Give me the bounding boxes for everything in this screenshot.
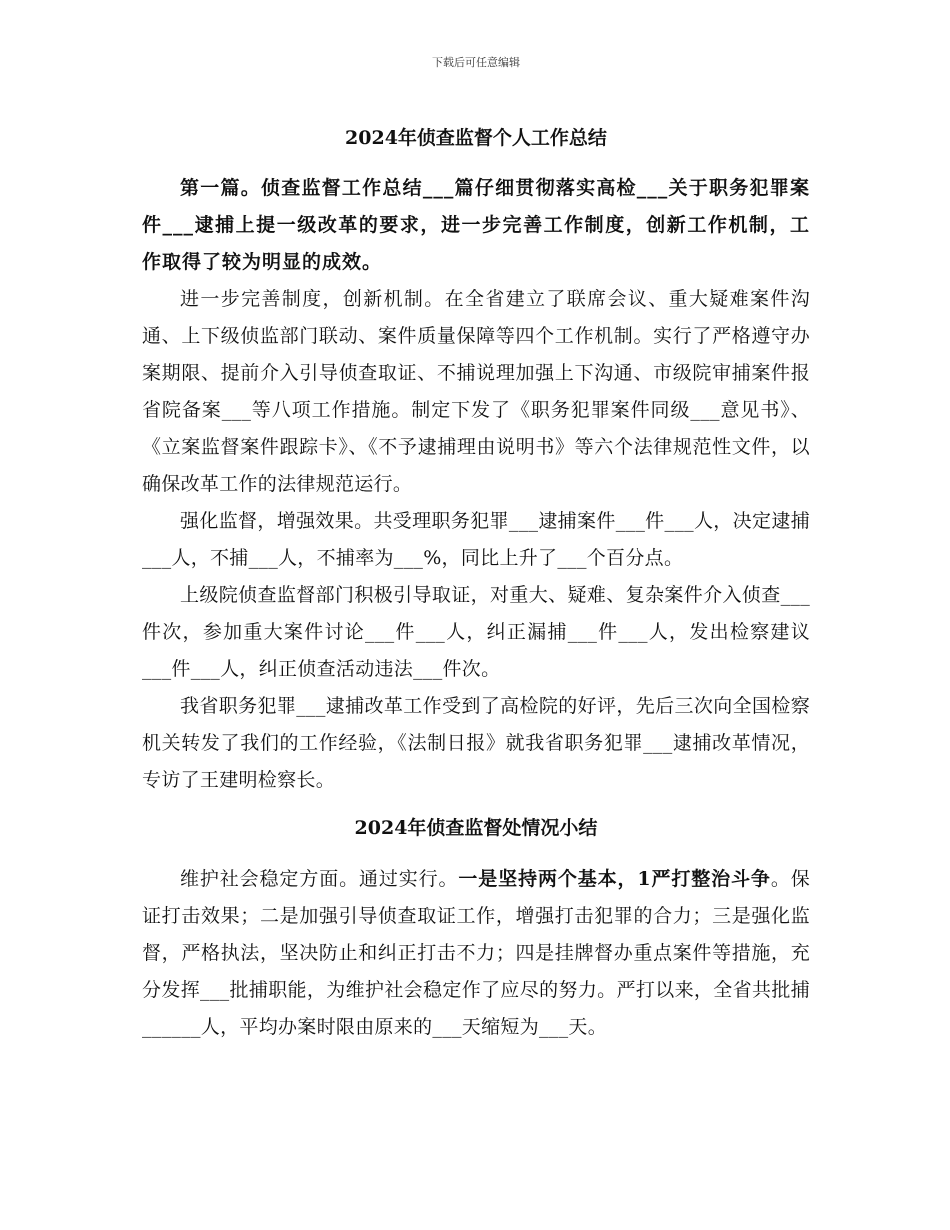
body-paragraph-mechanism: 进一步完善制度，创新机制。在全省建立了联席会议、重大疑难案件沟通、上下级侦监部门联动、案件质量保障等四个工作机制。实行了严格遵守办案期限、提前介入引导侦查取证、不捕说理加强上下沟通、市级院审捕案件报省院备案___等八项工作措施。制定下发了《职务犯罪案件同级___意见书》、《立案监督案件跟踪卡》、《不予逮捕理由说明书》等六个法律规范性文件，以确保改革工作的法律规范运行。 (142, 288, 810, 495)
section-title: 2024年侦查监督处情况小结 (354, 817, 598, 839)
final-paragraph-bold-phrase: 一是坚持两个基本，1严打整治斗争 (458, 868, 771, 890)
body-paragraph-supervision: 强化监督，增强效果。共受理职务犯罪___逮捕案件___件___人，决定逮捕___人，不捕___人，不捕率为___%，同比上升了___个百分点。 (142, 510, 810, 569)
body-paragraph-guidance: 上级院侦查监督部门积极引导取证，对重大、疑难、复杂案件介入侦查___件次，参加重大案件讨论___件___人，纠正漏捕___件___人，发出检察建议___件___人，纠正侦查活动违法___件次。 (142, 584, 810, 680)
final-paragraph-intro: 维护社会稳定方面。通过实行。 (180, 868, 459, 890)
document-title: 2024年侦查监督个人工作总结 (345, 127, 607, 149)
lead-paragraph: 第一篇。侦查监督工作总结___篇仔细贯彻落实高检___关于职务犯罪案件___逮捕上提一级改革的要求，进一步完善工作制度，创新工作机制，工作取得了较为明显的成效。 (142, 177, 810, 273)
header-note: 下载后可任意编辑 (432, 56, 520, 69)
final-paragraph (142, 861, 810, 1046)
final-paragraph-rest: 。保证打击效果；二是加强引导侦查取证工作，增强打击犯罪的合力；三是强化监督，严格执法，坚决防止和纠正打击不力；四是挂牌督办重点案件等措施，充分发挥___批捕职能，为维护社会稳定作了应尽的努力。严打以来，全省共批捕______人，平均办案时限由原来的___天缩短为___天。 (142, 868, 810, 1038)
body-paragraph-recognition: 我省职务犯罪___逮捕改革工作受到了高检院的好评，先后三次向全国检察机关转发了我们的工作经验，《法制日报》就我省职务犯罪___逮捕改革情况，专访了王建明检察长。 (142, 695, 810, 791)
